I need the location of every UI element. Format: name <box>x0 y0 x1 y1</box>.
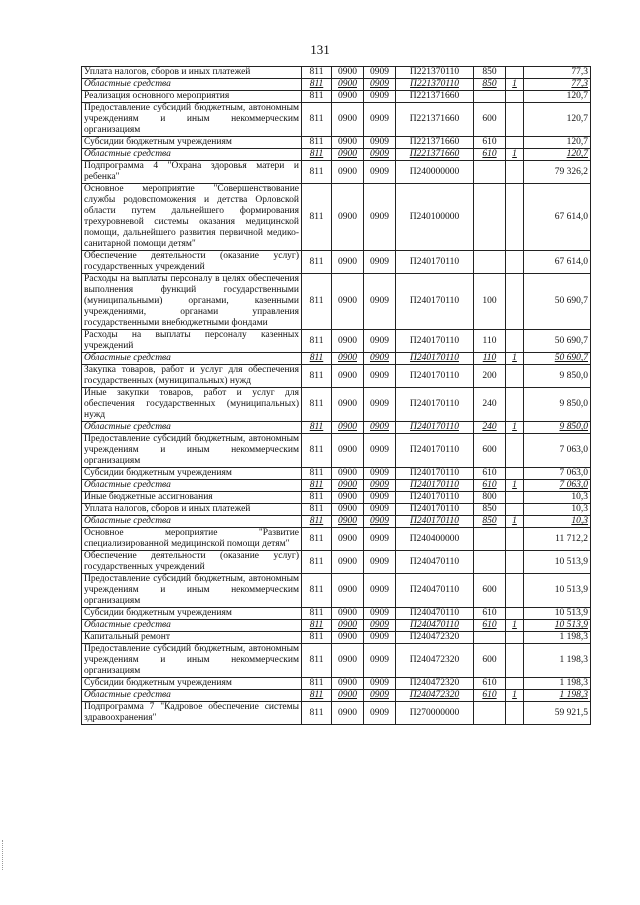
csr-cell: П240472320 <box>396 690 474 702</box>
source-cell: 1 <box>506 480 524 492</box>
row-name-cell: Иные бюджетные ассигнования <box>82 492 302 504</box>
vr-cell: 610 <box>474 620 506 632</box>
table-row <box>82 184 591 251</box>
rz-cell: 0900 <box>332 480 364 492</box>
source-cell <box>506 608 524 620</box>
amount-cell: 10,3 <box>524 516 591 528</box>
source-cell <box>506 103 524 137</box>
rz-cell: 0900 <box>332 468 364 480</box>
grbs-cell: 811 <box>302 365 332 388</box>
pr-cell: 0909 <box>364 330 396 353</box>
source-cell: 1 <box>506 79 524 91</box>
vr-cell: 600 <box>474 434 506 468</box>
rz-cell: 0900 <box>332 137 364 149</box>
rz-cell: 0900 <box>332 528 364 551</box>
amount-cell: 77,3 <box>524 67 591 79</box>
table-row <box>82 67 591 79</box>
amount-cell: 50 690,7 <box>524 353 591 365</box>
grbs-cell: 811 <box>302 422 332 434</box>
amount-cell: 59 921,5 <box>524 702 591 725</box>
amount-cell: 120,7 <box>524 149 591 161</box>
vr-cell <box>474 632 506 644</box>
rz-cell: 0900 <box>332 702 364 725</box>
pr-cell: 0909 <box>364 353 396 365</box>
grbs-cell: 811 <box>302 504 332 516</box>
table-row <box>82 274 591 330</box>
source-cell: 1 <box>506 516 524 528</box>
grbs-cell: 811 <box>302 678 332 690</box>
vr-cell: 610 <box>474 468 506 480</box>
rz-cell: 0900 <box>332 434 364 468</box>
rz-cell: 0900 <box>332 365 364 388</box>
amount-cell: 9 850,0 <box>524 388 591 422</box>
row-name-cell: Подпрограмма 7 "Кадровое обеспечение системы здравоохранения" <box>82 702 302 725</box>
csr-cell: П240170110 <box>396 492 474 504</box>
amount-cell: 67 614,0 <box>524 251 591 274</box>
row-name-cell: Областные средства <box>82 422 302 434</box>
rz-cell: 0900 <box>332 516 364 528</box>
amount-cell: 9 850,0 <box>524 422 591 434</box>
amount-cell: 50 690,7 <box>524 274 591 330</box>
pr-cell: 0909 <box>364 492 396 504</box>
pr-cell: 0909 <box>364 551 396 574</box>
vr-cell: 610 <box>474 137 506 149</box>
rz-cell: 0900 <box>332 492 364 504</box>
table-row <box>82 504 591 516</box>
amount-cell: 79 326,2 <box>524 161 591 184</box>
pr-cell: 0909 <box>364 702 396 725</box>
pr-cell: 0909 <box>364 678 396 690</box>
table-row <box>82 551 591 574</box>
table-row <box>82 79 591 91</box>
vr-cell <box>474 551 506 574</box>
rz-cell: 0900 <box>332 353 364 365</box>
table-row <box>82 365 591 388</box>
row-name-cell: Капитальный ремонт <box>82 632 302 644</box>
csr-cell: П240470110 <box>396 608 474 620</box>
grbs-cell: 811 <box>302 644 332 678</box>
row-name-cell: Предоставление субсидий бюджетным, автономным учреждениям и иным некоммерческим организациям <box>82 644 302 678</box>
vr-cell: 110 <box>474 353 506 365</box>
table-row <box>82 608 591 620</box>
pr-cell: 0909 <box>364 468 396 480</box>
pr-cell: 0909 <box>364 149 396 161</box>
grbs-cell: 811 <box>302 149 332 161</box>
row-name-cell: Субсидии бюджетным учреждениям <box>82 468 302 480</box>
pr-cell: 0909 <box>364 274 396 330</box>
vr-cell: 240 <box>474 422 506 434</box>
table-row <box>82 492 591 504</box>
source-cell <box>506 574 524 608</box>
amount-cell: 7 063,0 <box>524 480 591 492</box>
grbs-cell: 811 <box>302 620 332 632</box>
amount-cell: 9 850,0 <box>524 365 591 388</box>
source-cell <box>506 468 524 480</box>
vr-cell: 600 <box>474 574 506 608</box>
vr-cell: 600 <box>474 644 506 678</box>
vr-cell: 240 <box>474 388 506 422</box>
csr-cell: П240472320 <box>396 644 474 678</box>
csr-cell: П240400000 <box>396 528 474 551</box>
grbs-cell: 811 <box>302 137 332 149</box>
pr-cell: 0909 <box>364 644 396 678</box>
source-cell <box>506 91 524 103</box>
page-number: 131 <box>310 42 330 57</box>
source-cell <box>506 678 524 690</box>
budget-table <box>81 66 591 725</box>
pr-cell: 0909 <box>364 690 396 702</box>
pr-cell: 0909 <box>364 574 396 608</box>
source-cell <box>506 492 524 504</box>
grbs-cell: 811 <box>302 632 332 644</box>
grbs-cell: 811 <box>302 551 332 574</box>
csr-cell: П221370110 <box>396 79 474 91</box>
csr-cell: П240170110 <box>396 330 474 353</box>
pr-cell: 0909 <box>364 608 396 620</box>
amount-cell: 1 198,3 <box>524 632 591 644</box>
row-name-cell: Областные средства <box>82 149 302 161</box>
csr-cell: П221371660 <box>396 91 474 103</box>
pr-cell: 0909 <box>364 91 396 103</box>
pr-cell: 0909 <box>364 528 396 551</box>
row-name-cell: Предоставление субсидий бюджетным, автономным учреждениям и иным некоммерческим организациям <box>82 103 302 137</box>
source-cell <box>506 551 524 574</box>
source-cell <box>506 274 524 330</box>
pr-cell: 0909 <box>364 67 396 79</box>
amount-cell: 10,3 <box>524 492 591 504</box>
pr-cell: 0909 <box>364 137 396 149</box>
vr-cell: 850 <box>474 504 506 516</box>
grbs-cell: 811 <box>302 103 332 137</box>
table-row <box>82 353 591 365</box>
source-cell <box>506 702 524 725</box>
row-name-cell: Областные средства <box>82 620 302 632</box>
csr-cell: П240470110 <box>396 620 474 632</box>
source-cell <box>506 632 524 644</box>
table-row <box>82 137 591 149</box>
vr-cell <box>474 91 506 103</box>
amount-cell: 1 198,3 <box>524 678 591 690</box>
table-row <box>82 422 591 434</box>
amount-cell: 1 198,3 <box>524 690 591 702</box>
vr-cell: 110 <box>474 330 506 353</box>
table-row <box>82 161 591 184</box>
rz-cell: 0900 <box>332 678 364 690</box>
table-row <box>82 620 591 632</box>
row-name-cell: Основное мероприятие "Развитие специализированной медицинской помощи детям" <box>82 528 302 551</box>
vr-cell: 610 <box>474 608 506 620</box>
amount-cell: 7 063,0 <box>524 468 591 480</box>
row-name-cell: Подпрограмма 4 "Охрана здоровья матери и ребенка" <box>82 161 302 184</box>
rz-cell: 0900 <box>332 551 364 574</box>
grbs-cell: 811 <box>302 353 332 365</box>
csr-cell: П240100000 <box>396 184 474 251</box>
source-cell: 1 <box>506 422 524 434</box>
row-name-cell: Закупка товаров, работ и услуг для обеспечения государственных (муниципальных) нужд <box>82 365 302 388</box>
grbs-cell: 811 <box>302 468 332 480</box>
pr-cell: 0909 <box>364 251 396 274</box>
amount-cell: 77,3 <box>524 79 591 91</box>
rz-cell: 0900 <box>332 251 364 274</box>
row-name-cell: Субсидии бюджетным учреждениям <box>82 678 302 690</box>
row-name-cell: Областные средства <box>82 79 302 91</box>
csr-cell: П240470110 <box>396 551 474 574</box>
pr-cell: 0909 <box>364 516 396 528</box>
pr-cell: 0909 <box>364 504 396 516</box>
table-row <box>82 91 591 103</box>
pr-cell: 0909 <box>364 620 396 632</box>
row-name-cell: Уплата налогов, сборов и иных платежей <box>82 504 302 516</box>
csr-cell: П240000000 <box>396 161 474 184</box>
table-row <box>82 388 591 422</box>
amount-cell: 7 063,0 <box>524 434 591 468</box>
vr-cell: 850 <box>474 67 506 79</box>
csr-cell: П240170110 <box>396 388 474 422</box>
csr-cell: П221370110 <box>396 67 474 79</box>
amount-cell: 120,7 <box>524 137 591 149</box>
csr-cell: П240170110 <box>396 274 474 330</box>
rz-cell: 0900 <box>332 422 364 434</box>
grbs-cell: 811 <box>302 79 332 91</box>
row-name-cell: Иные закупки товаров, работ и услуг для обеспечения государственных (муниципальных) нужд <box>82 388 302 422</box>
csr-cell: П240170110 <box>396 422 474 434</box>
rz-cell: 0900 <box>332 184 364 251</box>
row-name-cell: Уплата налогов, сборов и иных платежей <box>82 67 302 79</box>
vr-cell: 610 <box>474 480 506 492</box>
rz-cell: 0900 <box>332 504 364 516</box>
grbs-cell: 811 <box>302 330 332 353</box>
source-cell <box>506 184 524 251</box>
source-cell <box>506 434 524 468</box>
csr-cell: П240170110 <box>396 365 474 388</box>
grbs-cell: 811 <box>302 608 332 620</box>
pr-cell: 0909 <box>364 388 396 422</box>
table-row <box>82 103 591 137</box>
row-name-cell: Обеспечение деятельности (оказание услуг) государственных учреждений <box>82 251 302 274</box>
source-cell: 1 <box>506 149 524 161</box>
grbs-cell: 811 <box>302 528 332 551</box>
rz-cell: 0900 <box>332 330 364 353</box>
pr-cell: 0909 <box>364 103 396 137</box>
table-row <box>82 528 591 551</box>
source-cell: 1 <box>506 353 524 365</box>
vr-cell: 600 <box>474 103 506 137</box>
vr-cell: 850 <box>474 516 506 528</box>
amount-cell: 10 513,9 <box>524 551 591 574</box>
row-name-cell: Расходы на выплаты персоналу казенных учреждений <box>82 330 302 353</box>
table-row <box>82 330 591 353</box>
csr-cell: П240170110 <box>396 504 474 516</box>
amount-cell: 120,7 <box>524 103 591 137</box>
table-row <box>82 644 591 678</box>
table-row <box>82 434 591 468</box>
budget-table-body <box>82 67 591 725</box>
grbs-cell: 811 <box>302 161 332 184</box>
amount-cell: 67 614,0 <box>524 184 591 251</box>
vr-cell <box>474 161 506 184</box>
amount-cell: 120,7 <box>524 91 591 103</box>
grbs-cell: 811 <box>302 91 332 103</box>
amount-cell: 10 513,9 <box>524 608 591 620</box>
rz-cell: 0900 <box>332 644 364 678</box>
amount-cell: 10,3 <box>524 504 591 516</box>
rz-cell: 0900 <box>332 274 364 330</box>
vr-cell: 610 <box>474 690 506 702</box>
row-name-cell: Предоставление субсидий бюджетным, автономным учреждениям и иным некоммерческим организациям <box>82 434 302 468</box>
source-cell: 1 <box>506 690 524 702</box>
csr-cell: П240472320 <box>396 632 474 644</box>
rz-cell: 0900 <box>332 632 364 644</box>
rz-cell: 0900 <box>332 608 364 620</box>
rz-cell: 0900 <box>332 103 364 137</box>
grbs-cell: 811 <box>302 274 332 330</box>
source-cell: 1 <box>506 620 524 632</box>
vr-cell <box>474 184 506 251</box>
source-cell <box>506 330 524 353</box>
amount-cell: 10 513,9 <box>524 574 591 608</box>
grbs-cell: 811 <box>302 574 332 608</box>
csr-cell: П240170110 <box>396 516 474 528</box>
row-name-cell: Областные средства <box>82 516 302 528</box>
vr-cell: 610 <box>474 149 506 161</box>
csr-cell: П221371660 <box>396 137 474 149</box>
row-name-cell: Расходы на выплаты персоналу в целях обеспечения выполнения функций государственными (муниципальными) органами, казенными учреждениями, органами управления государственными внебюджетными фондами <box>82 274 302 330</box>
vr-cell: 610 <box>474 678 506 690</box>
vr-cell: 850 <box>474 79 506 91</box>
rz-cell: 0900 <box>332 79 364 91</box>
pr-cell: 0909 <box>364 422 396 434</box>
pr-cell: 0909 <box>364 434 396 468</box>
rz-cell: 0900 <box>332 91 364 103</box>
csr-cell: П270000000 <box>396 702 474 725</box>
grbs-cell: 811 <box>302 251 332 274</box>
vr-cell: 200 <box>474 365 506 388</box>
rz-cell: 0900 <box>332 67 364 79</box>
rz-cell: 0900 <box>332 574 364 608</box>
grbs-cell: 811 <box>302 67 332 79</box>
vr-cell: 100 <box>474 274 506 330</box>
grbs-cell: 811 <box>302 480 332 492</box>
pr-cell: 0909 <box>364 480 396 492</box>
vr-cell <box>474 528 506 551</box>
grbs-cell: 811 <box>302 184 332 251</box>
table-row <box>82 251 591 274</box>
csr-cell: П240470110 <box>396 574 474 608</box>
pr-cell: 0909 <box>364 184 396 251</box>
csr-cell: П240472320 <box>396 678 474 690</box>
source-cell <box>506 388 524 422</box>
vr-cell <box>474 251 506 274</box>
row-name-cell: Субсидии бюджетным учреждениям <box>82 137 302 149</box>
source-cell <box>506 251 524 274</box>
pr-cell: 0909 <box>364 632 396 644</box>
row-name-cell: Субсидии бюджетным учреждениям <box>82 608 302 620</box>
margin-mark <box>2 840 6 870</box>
pr-cell: 0909 <box>364 79 396 91</box>
grbs-cell: 811 <box>302 702 332 725</box>
amount-cell: 11 712,2 <box>524 528 591 551</box>
amount-cell: 1 198,3 <box>524 644 591 678</box>
table-row <box>82 516 591 528</box>
csr-cell: П221371660 <box>396 103 474 137</box>
csr-cell: П240170110 <box>396 480 474 492</box>
grbs-cell: 811 <box>302 388 332 422</box>
source-cell <box>506 161 524 184</box>
csr-cell: П240170110 <box>396 434 474 468</box>
table-row <box>82 149 591 161</box>
table-row <box>82 678 591 690</box>
csr-cell: П240170110 <box>396 353 474 365</box>
row-name-cell: Предоставление субсидий бюджетным, автономным учреждениям и иным некоммерческим организациям <box>82 574 302 608</box>
source-cell <box>506 365 524 388</box>
row-name-cell: Областные средства <box>82 353 302 365</box>
table-row <box>82 702 591 725</box>
grbs-cell: 811 <box>302 516 332 528</box>
grbs-cell: 811 <box>302 434 332 468</box>
table-row <box>82 468 591 480</box>
table-row <box>82 574 591 608</box>
source-cell <box>506 137 524 149</box>
row-name-cell: Областные средства <box>82 480 302 492</box>
rz-cell: 0900 <box>332 161 364 184</box>
source-cell <box>506 528 524 551</box>
row-name-cell: Основное мероприятие "Совершенствование службы родовспоможения и детства Орловской области путем дальнейшего формирования трехуровневой системы оказания медицинской помощи, дальнейшего развития первичной медико-санитарной помощи детям" <box>82 184 302 251</box>
vr-cell <box>474 702 506 725</box>
row-name-cell: Областные средства <box>82 690 302 702</box>
rz-cell: 0900 <box>332 690 364 702</box>
rz-cell: 0900 <box>332 388 364 422</box>
pr-cell: 0909 <box>364 365 396 388</box>
rz-cell: 0900 <box>332 620 364 632</box>
vr-cell: 800 <box>474 492 506 504</box>
source-cell <box>506 504 524 516</box>
row-name-cell: Реализация основного мероприятия <box>82 91 302 103</box>
csr-cell: П240170110 <box>396 251 474 274</box>
amount-cell: 10 513,9 <box>524 620 591 632</box>
source-cell <box>506 644 524 678</box>
table-row <box>82 690 591 702</box>
csr-cell: П240170110 <box>396 468 474 480</box>
grbs-cell: 811 <box>302 492 332 504</box>
amount-cell: 50 690,7 <box>524 330 591 353</box>
table-row <box>82 480 591 492</box>
pr-cell: 0909 <box>364 161 396 184</box>
csr-cell: П221371660 <box>396 149 474 161</box>
rz-cell: 0900 <box>332 149 364 161</box>
table-row <box>82 632 591 644</box>
source-cell <box>506 67 524 79</box>
grbs-cell: 811 <box>302 690 332 702</box>
row-name-cell: Обеспечение деятельности (оказание услуг) государственных учреждений <box>82 551 302 574</box>
